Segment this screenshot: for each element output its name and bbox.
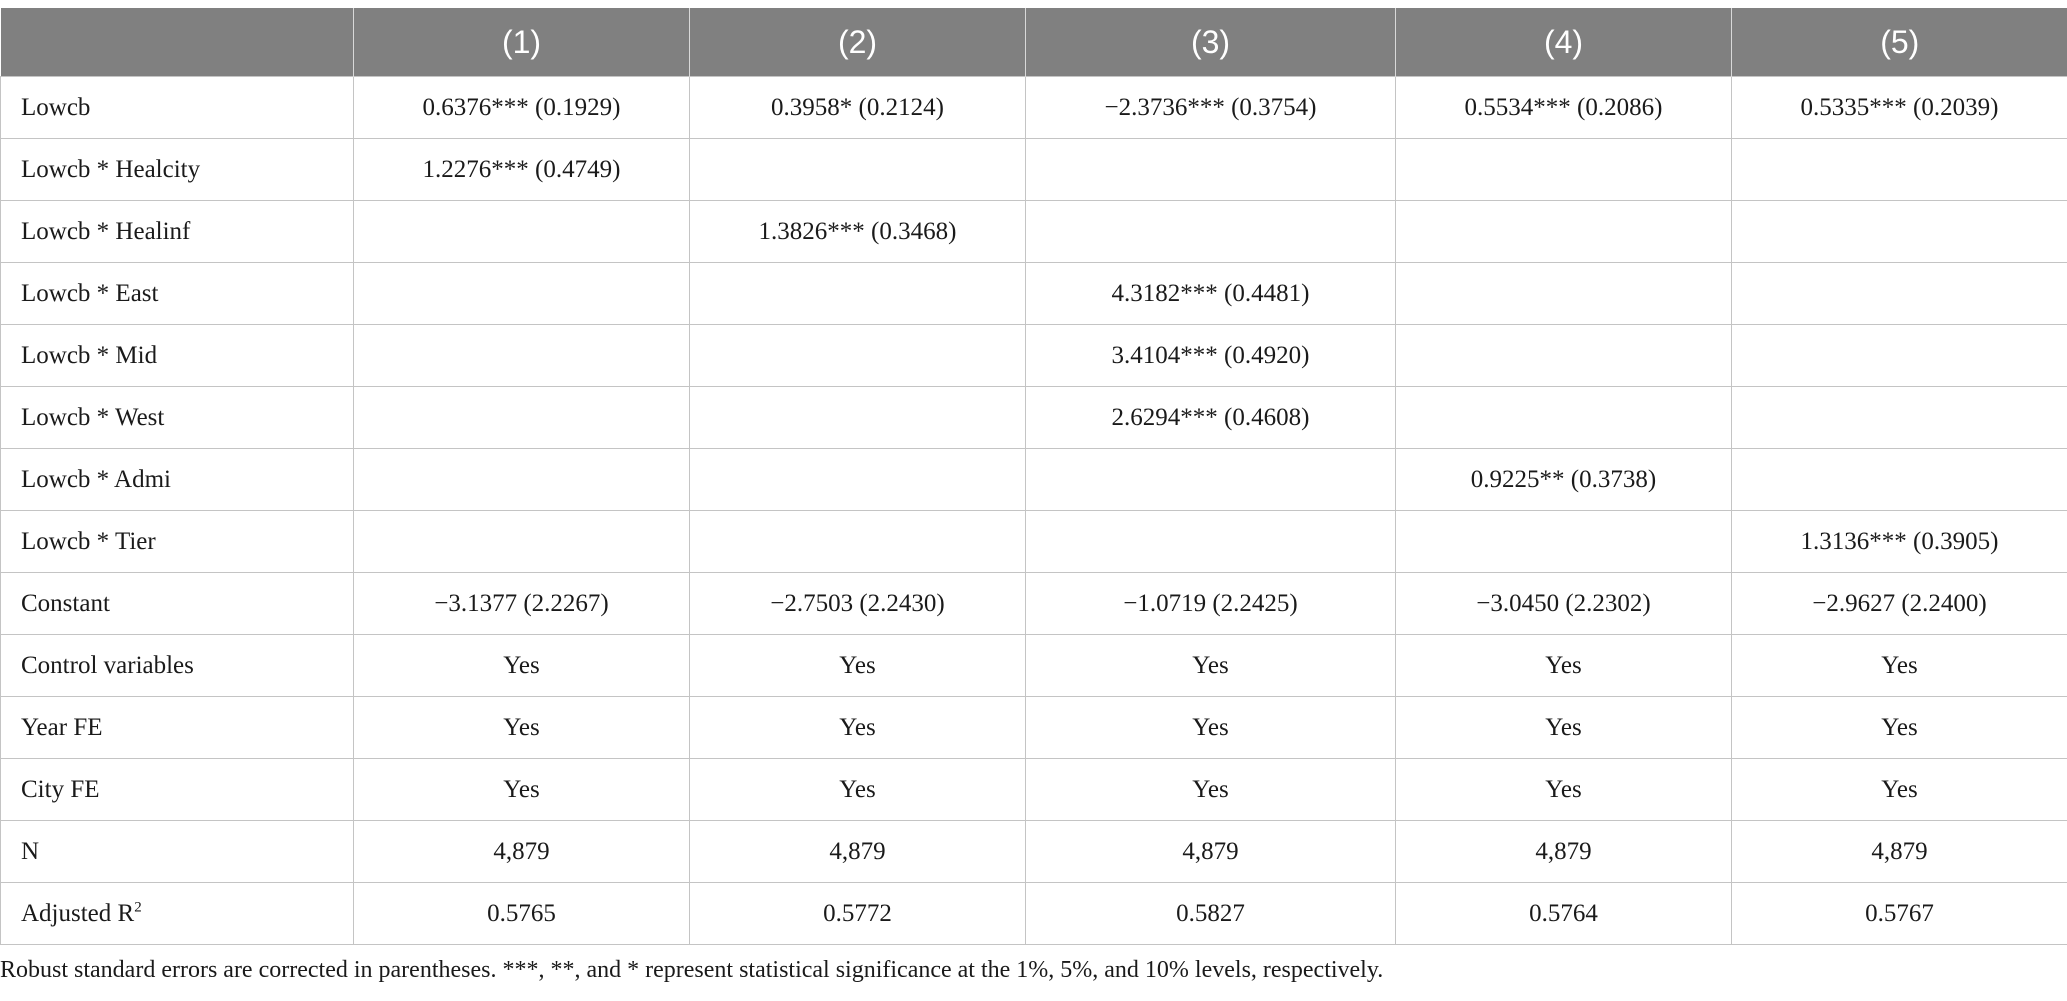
row-label-text: Lowcb * West: [21, 403, 165, 431]
header-cell-model-4: (4): [1396, 8, 1732, 77]
table-cell: [354, 263, 690, 325]
table-cell: [1732, 325, 2067, 387]
table-cell: [354, 201, 690, 263]
table-cell: [690, 139, 1026, 201]
header-cell-blank: [1, 8, 354, 77]
table-cell: 2.6294*** (0.4608): [1026, 387, 1396, 449]
regression-table-container: [0, 8, 2067, 945]
table-cell: [1732, 387, 2067, 449]
table-row: [1, 697, 2067, 759]
table-cell: 4,879: [690, 821, 1026, 883]
row-label-text: Lowcb * Healcity: [21, 155, 201, 183]
table-cell: Yes: [354, 697, 690, 759]
table-cell: Yes: [1732, 759, 2067, 821]
table-cell: Yes: [354, 759, 690, 821]
table-cell: 1.3826*** (0.3468): [690, 201, 1026, 263]
table-row: [1, 573, 2067, 635]
table-cell: [354, 387, 690, 449]
table-cell: 3.4104*** (0.4920): [1026, 325, 1396, 387]
table-cell: 4,879: [1026, 821, 1396, 883]
row-label-text: Lowcb: [21, 93, 91, 121]
table-cell: 4,879: [1732, 821, 2067, 883]
row-label: [1, 821, 354, 883]
table-cell: [1732, 201, 2067, 263]
table-cell: 1.2276*** (0.4749): [354, 139, 690, 201]
table-cell: [1396, 511, 1732, 573]
row-label: [1, 883, 354, 945]
table-body: [1, 77, 2067, 945]
table-row: [1, 759, 2067, 821]
row-label-text: Lowcb * Mid: [21, 341, 158, 369]
row-label-text: Adjusted R: [21, 899, 135, 927]
table-row: [1, 139, 2067, 201]
table-row: [1, 821, 2067, 883]
table-cell: −3.1377 (2.2267): [354, 573, 690, 635]
table-cell: Yes: [1732, 697, 2067, 759]
row-label: [1, 77, 354, 139]
table-cell: Yes: [354, 635, 690, 697]
table-cell: Yes: [690, 759, 1026, 821]
table-cell: [690, 511, 1026, 573]
row-label-text: Lowcb * East: [21, 279, 159, 307]
table-cell: Yes: [1026, 635, 1396, 697]
row-label: [1, 511, 354, 573]
table-cell: 0.5772: [690, 883, 1026, 945]
table-cell: Yes: [1732, 635, 2067, 697]
table-cell: [1396, 325, 1732, 387]
table-cell: Yes: [1396, 635, 1732, 697]
table-cell: −2.9627 (2.2400): [1732, 573, 2067, 635]
row-label-text: Constant: [21, 589, 110, 617]
row-label-text: Control variables: [21, 651, 194, 679]
table-cell: 0.5767: [1732, 883, 2067, 945]
table-cell: [1396, 263, 1732, 325]
table-cell: [354, 449, 690, 511]
row-label-superscript: 2: [134, 899, 142, 916]
table-cell: 4,879: [354, 821, 690, 883]
table-cell: 0.5765: [354, 883, 690, 945]
table-cell: 4.3182*** (0.4481): [1026, 263, 1396, 325]
table-row: [1, 883, 2067, 945]
table-cell: [1732, 263, 2067, 325]
table-row: [1, 635, 2067, 697]
table-row: [1, 325, 2067, 387]
table-cell: [1026, 201, 1396, 263]
table-cell: Yes: [1026, 697, 1396, 759]
row-label-text: City FE: [21, 775, 100, 803]
table-cell: Yes: [1026, 759, 1396, 821]
table-cell: [690, 325, 1026, 387]
table-footnote: Robust standard errors are corrected in parentheses. ***, **, and * represent statistical significance at the 1%, 5%, and 10% levels, respectively.: [0, 957, 1384, 983]
table-cell: [690, 449, 1026, 511]
table-cell: [690, 263, 1026, 325]
table-cell: [1026, 449, 1396, 511]
row-label-text: Lowcb * Admi: [21, 465, 171, 493]
table-cell: 1.3136*** (0.3905): [1732, 511, 2067, 573]
row-label: [1, 263, 354, 325]
header-cell-model-1: (1): [354, 8, 690, 77]
table-cell: Yes: [690, 635, 1026, 697]
table-row: [1, 511, 2067, 573]
table-cell: 0.9225** (0.3738): [1396, 449, 1732, 511]
table-cell: 4,879: [1396, 821, 1732, 883]
table-cell: −2.7503 (2.2430): [690, 573, 1026, 635]
table-cell: [1396, 387, 1732, 449]
row-label: [1, 697, 354, 759]
table-cell: −3.0450 (2.2302): [1396, 573, 1732, 635]
table-cell: [1026, 511, 1396, 573]
row-label-text: N: [21, 837, 40, 865]
table-cell: Yes: [1396, 697, 1732, 759]
row-label-text: Lowcb * Tier: [21, 527, 156, 555]
row-label: [1, 635, 354, 697]
header-cell-model-2: (2): [690, 8, 1026, 77]
row-label: [1, 139, 354, 201]
table-cell: [1732, 139, 2067, 201]
table-cell: 0.6376*** (0.1929): [354, 77, 690, 139]
table-cell: 0.5764: [1396, 883, 1732, 945]
table-cell: Yes: [690, 697, 1026, 759]
row-label: [1, 387, 354, 449]
table-row: [1, 263, 2067, 325]
table-cell: [354, 511, 690, 573]
table-cell: [1396, 139, 1732, 201]
header-cell-model-5: (5): [1732, 8, 2067, 77]
table-cell: −1.0719 (2.2425): [1026, 573, 1396, 635]
row-label: [1, 325, 354, 387]
regression-table: [0, 8, 2067, 945]
row-label: [1, 759, 354, 821]
row-label-text: Lowcb * Healinf: [21, 217, 191, 245]
table-row: [1, 77, 2067, 139]
table-cell: [1026, 139, 1396, 201]
table-cell: [690, 387, 1026, 449]
table-cell: [1396, 201, 1732, 263]
header-row: [1, 8, 2067, 77]
table-row: [1, 387, 2067, 449]
table-cell: 0.5335*** (0.2039): [1732, 77, 2067, 139]
table-cell: 0.5827: [1026, 883, 1396, 945]
row-label-text: Year FE: [21, 713, 103, 741]
table-row: [1, 201, 2067, 263]
table-cell: 0.5534*** (0.2086): [1396, 77, 1732, 139]
table-cell: Yes: [1396, 759, 1732, 821]
table-row: [1, 449, 2067, 511]
row-label: [1, 449, 354, 511]
row-label: [1, 201, 354, 263]
table-cell: −2.3736*** (0.3754): [1026, 77, 1396, 139]
table-cell: [1732, 449, 2067, 511]
table-cell: [354, 325, 690, 387]
table-cell: 0.3958* (0.2124): [690, 77, 1026, 139]
row-label: [1, 573, 354, 635]
header-cell-model-3: (3): [1026, 8, 1396, 77]
